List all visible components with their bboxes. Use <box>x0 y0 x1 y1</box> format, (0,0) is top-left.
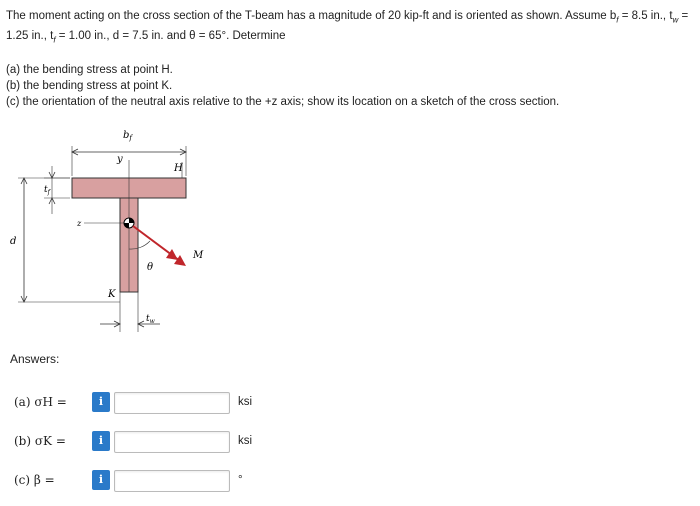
answer-label-a: (a) σH = <box>14 395 67 409</box>
info-icon[interactable]: i <box>92 392 110 412</box>
label-bf: $b_f$ <box>123 130 132 142</box>
answer-row-b <box>0 429 400 455</box>
label-tf: $t_f$ <box>44 185 50 196</box>
label-z: z <box>77 219 82 228</box>
label-y: y <box>117 154 123 165</box>
part-c: (c) the orientation of the neutral axis relative to the +z axis; show its location on a sketch of the cross section. <box>6 96 560 108</box>
question-parts <box>6 62 559 110</box>
unit-label-a: ksi <box>238 396 253 408</box>
info-icon[interactable]: i <box>92 470 110 490</box>
t-beam-figure <box>0 124 260 344</box>
answer-input-b[interactable] <box>114 431 230 453</box>
centroid-marker <box>124 218 134 228</box>
part-a: (a) the bending stress at point H. <box>6 64 173 76</box>
answer-row-c <box>0 468 400 494</box>
problem-line-1: The moment acting on the cross section of the T-beam has a magnitude of 20 kip-ft and is oriented as shown. Assume $b_f = 8.5$ in., $t_w$ = <box>6 10 689 25</box>
answer-row-a <box>0 390 400 416</box>
label-d: d <box>10 236 17 247</box>
unit-label-c: ° <box>238 474 243 486</box>
problem-statement <box>6 8 696 49</box>
moment-arrow <box>133 226 186 266</box>
label-k: K <box>108 289 116 300</box>
label-tw: $t_w$ <box>146 314 155 325</box>
unit-label-b: ksi <box>238 435 253 447</box>
answer-label-b: (b) σK = <box>14 434 66 448</box>
info-icon[interactable]: i <box>92 431 110 451</box>
answers-heading: Answers: <box>10 352 60 366</box>
problem-line-2: 1.25 in., $t_f = 1.00$ in., d = 7.5 in. and θ = 65°. Determine <box>6 30 286 45</box>
answer-label-c: (c) β = <box>14 473 55 487</box>
answer-input-a[interactable] <box>114 392 230 414</box>
label-h: H <box>174 163 183 174</box>
label-theta: θ <box>147 262 154 273</box>
label-m: M <box>193 250 204 261</box>
answer-input-c[interactable] <box>114 470 230 492</box>
part-b: (b) the bending stress at point K. <box>6 80 173 92</box>
